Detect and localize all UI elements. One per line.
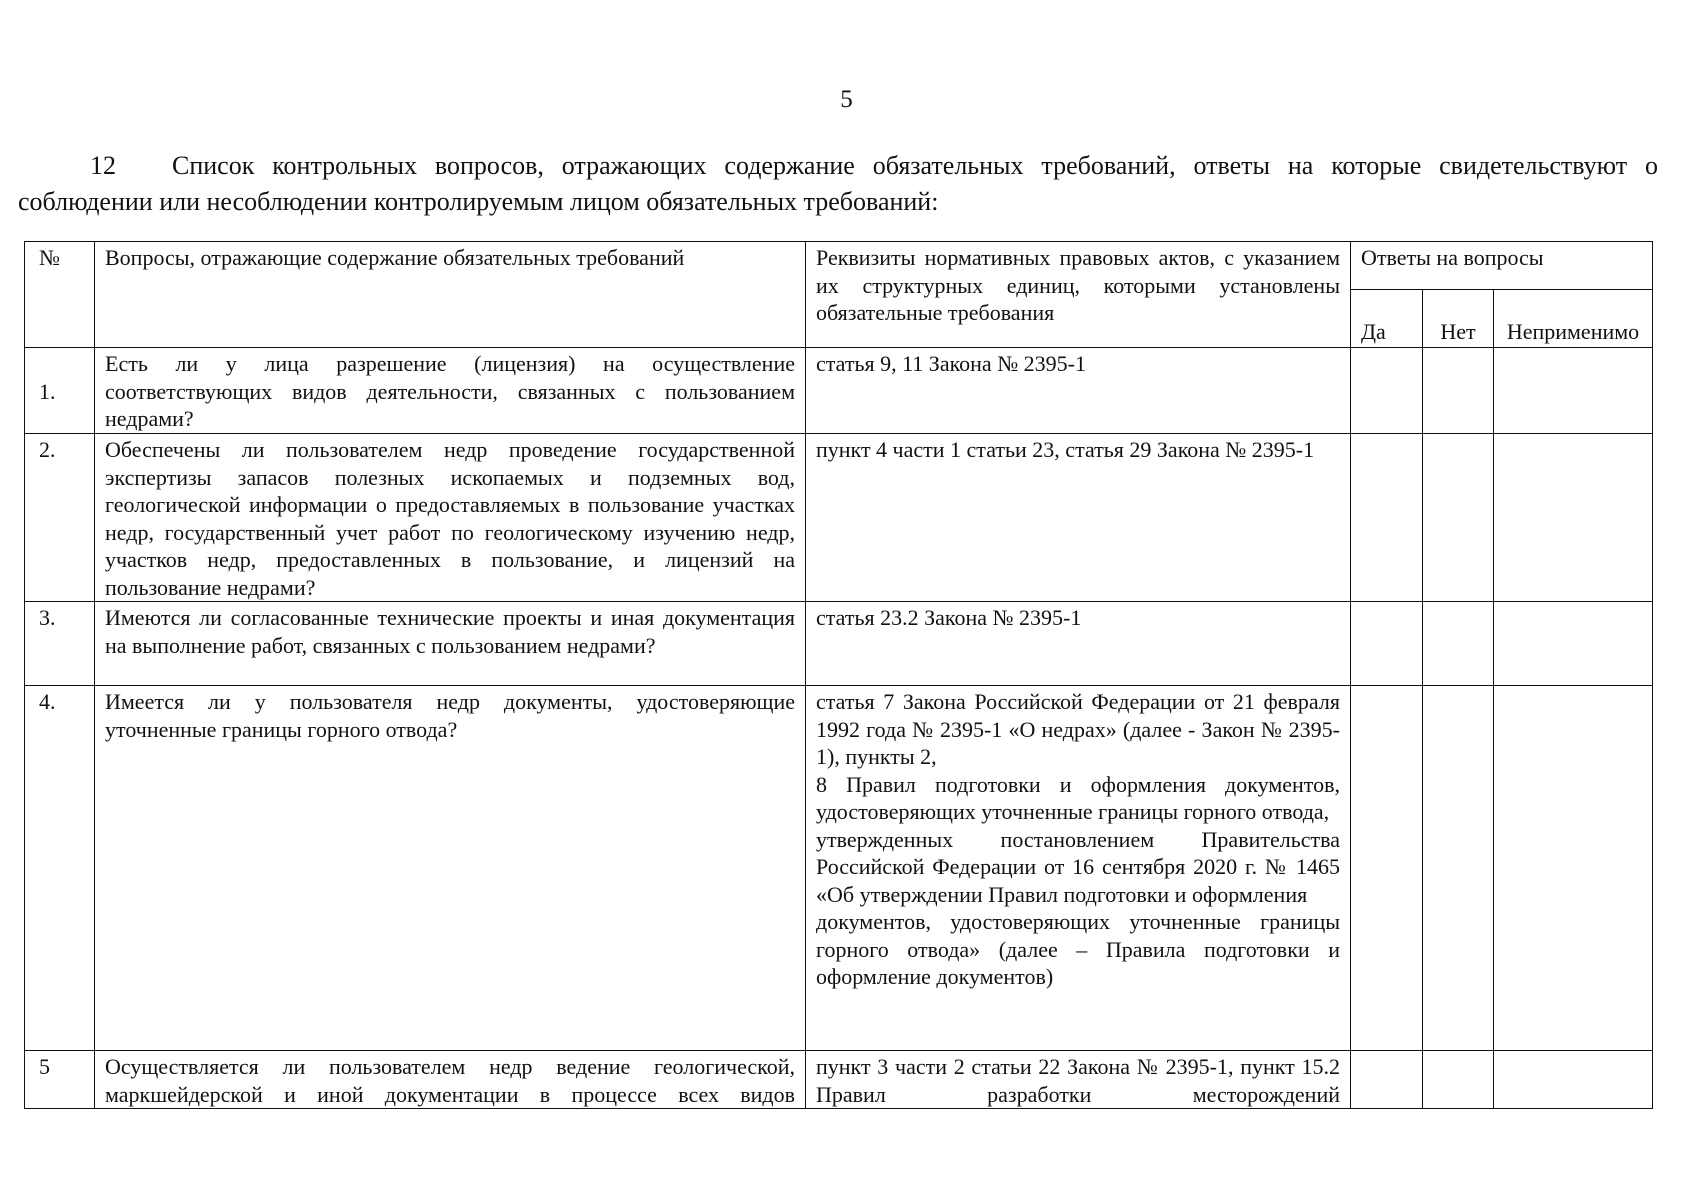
row-number: 4. (25, 686, 95, 1051)
answer-na-cell[interactable] (1494, 1051, 1653, 1109)
answer-no-cell[interactable] (1423, 1051, 1494, 1109)
answer-yes-cell[interactable] (1351, 1051, 1423, 1109)
answer-no-cell[interactable] (1423, 434, 1494, 602)
intro-paragraph (18, 148, 1658, 220)
table-row (25, 686, 1653, 1051)
answer-no-cell[interactable] (1423, 348, 1494, 434)
table-row (25, 434, 1653, 602)
table-row (25, 602, 1653, 686)
requisite-line: статья 7 Закона Российской Федерации от 21 февраля 1992 года № 2395-1 «О недрах» (далее - Закон № 2395-1), пункты 2, (816, 689, 1340, 769)
requirements-table (24, 241, 1653, 1109)
row-number: 1. (25, 348, 95, 434)
section-number: 12 (90, 151, 116, 180)
answer-na-cell[interactable] (1494, 686, 1653, 1051)
row-question: Имеется ли у пользователя недр документы, удостоверяющие уточненные границы горного отвода? (95, 686, 806, 1051)
answer-yes-cell[interactable] (1351, 602, 1423, 686)
table-row (25, 348, 1653, 434)
row-requisite (806, 686, 1351, 1051)
answer-na-cell[interactable] (1494, 348, 1653, 434)
answer-na-cell[interactable] (1494, 602, 1653, 686)
requisite-line: утвержденных постановлением Правительства Российской Федерации от 16 сентября 2020 г. № 1465 «Об утверждении Правил подготовки и оформления (816, 826, 1340, 907)
answer-yes-cell[interactable] (1351, 434, 1423, 602)
header-answers: Ответы на вопросы (1351, 242, 1653, 290)
row-requisite: пункт 4 части 1 статьи 23, статья 29 Закона № 2395-1 (806, 434, 1351, 602)
header-yes: Да (1351, 290, 1423, 348)
header-requisites: Реквизиты нормативных правовых актов, с указанием их структурных единиц, которыми установлены обязательные требования (806, 242, 1351, 348)
header-no: Нет (1423, 290, 1494, 348)
intro-text: Список контрольных вопросов, отражающих содержание обязательных требований, ответы на которые свидетельствуют о соблюдении или несоблюдении контролируемым лицом обязательных требований: (18, 151, 1658, 216)
table-header-row (25, 242, 1653, 290)
row-question: Есть ли у лица разрешение (лицензия) на осуществление соответствующих видов деятельности, связанных с пользованием недрами? (95, 348, 806, 434)
requisite-line: 8 Правил подготовки и оформления документов, удостоверяющих уточненные границы горного отвода, (816, 771, 1340, 824)
answer-yes-cell[interactable] (1351, 348, 1423, 434)
requisite-line: документов, удостоверяющих уточненные границы горного отвода» (далее – Правила подготовки и оформление документов) (816, 909, 1340, 989)
page-number: 5 (840, 86, 853, 113)
row-question: Обеспечены ли пользователем недр проведение государственной экспертизы запасов полезных ископаемых и подземных вод, геологической информации о предоставляемых в пользование участках недр, государственный учет работ по геологическому изучению недр, участков недр, предоставленных в пользование, и лицензий на пользование недрами? (95, 434, 806, 602)
row-requisite: пункт 3 части 2 статьи 22 Закона № 2395-1, пункт 15.2 Правил разработки месторождений (806, 1051, 1351, 1109)
row-number: 2. (25, 434, 95, 602)
answer-na-cell[interactable] (1494, 434, 1653, 602)
header-na: Неприменимо (1494, 290, 1653, 348)
table-row (25, 1051, 1653, 1109)
row-question: Имеются ли согласованные технические проекты и иная документация на выполнение работ, связанных с пользованием недрами? (95, 602, 806, 686)
row-number: 3. (25, 602, 95, 686)
answer-yes-cell[interactable] (1351, 686, 1423, 1051)
row-requisite: статья 9, 11 Закона № 2395-1 (806, 348, 1351, 434)
answer-no-cell[interactable] (1423, 602, 1494, 686)
answer-no-cell[interactable] (1423, 686, 1494, 1051)
row-question: Осуществляется ли пользователем недр ведение геологической, маркшейдерской и иной документации в процессе всех видов (95, 1051, 806, 1109)
row-number: 5 (25, 1051, 95, 1109)
row-requisite: статья 23.2 Закона № 2395-1 (806, 602, 1351, 686)
header-num: № (25, 242, 95, 348)
header-questions: Вопросы, отражающие содержание обязательных требований (95, 242, 806, 348)
